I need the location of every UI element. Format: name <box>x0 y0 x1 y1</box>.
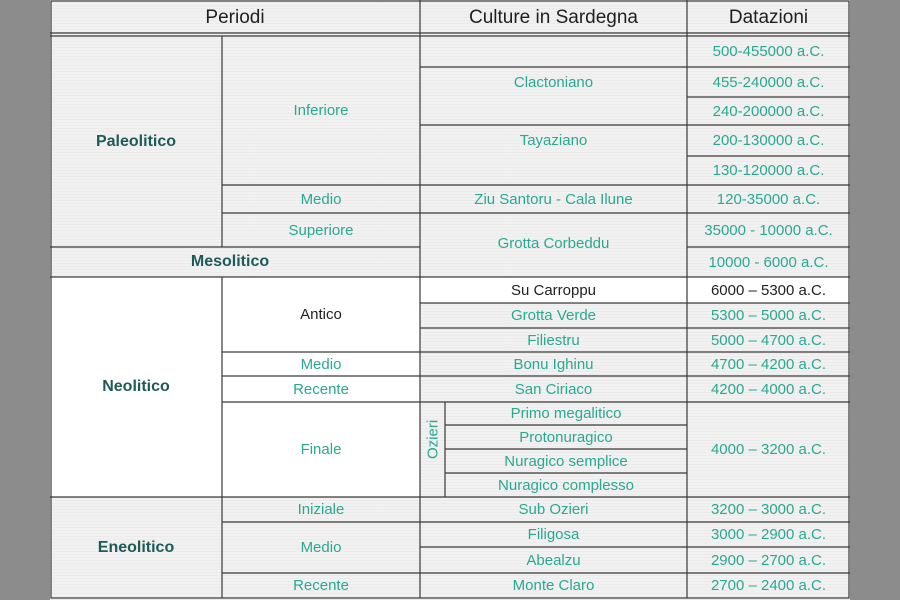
date-13: 4200 – 4000 a.C. <box>710 380 827 398</box>
culture-clactoniano: Clactoniano <box>513 73 594 91</box>
date-11: 5000 – 4700 a.C. <box>710 331 827 349</box>
culture-grotta-verde: Grotta Verde <box>510 307 597 324</box>
culture-su-carroppu: Su Carroppu <box>510 281 597 299</box>
culture-ziu-santoru: Ziu Santoru - Cala Ilune <box>474 190 633 208</box>
date-10: 5300 – 5000 a.C. <box>710 307 827 324</box>
date-9: 6000 – 5300 a.C. <box>710 281 827 299</box>
period-mesolitico: Mesolitico <box>190 253 270 270</box>
culture-tayaziano: Tayaziano <box>519 132 588 149</box>
subperiod-recente-neolitico: Recente <box>293 380 349 398</box>
culture-abealzu: Abealzu <box>526 551 581 569</box>
subperiod-superiore: Superiore <box>288 221 354 239</box>
subperiod-antico: Antico <box>300 306 342 323</box>
subperiod-medio-paleolitico: Medio <box>300 190 342 208</box>
header-datazioni: Datazioni <box>728 6 809 28</box>
header-culture: Culture in Sardegna <box>469 6 638 28</box>
date-8: 10000 - 6000 a.C. <box>708 253 829 271</box>
culture-monte-claro: Monte Claro <box>512 577 595 594</box>
date-3: 240-200000 a.C. <box>712 102 825 120</box>
date-5: 130-120000 a.C. <box>712 162 825 179</box>
date-15: 3200 – 3000 a.C. <box>710 501 827 518</box>
culture-nuragico-complesso: Nuragico complesso <box>498 476 634 494</box>
date-12: 4700 – 4200 a.C. <box>710 355 827 373</box>
date-14: 4000 – 3200 a.C. <box>710 441 827 458</box>
date-16: 3000 – 2900 a.C. <box>710 526 827 543</box>
culture-primo-megalitico: Primo megalitico <box>510 405 622 422</box>
header-periodi: Periodi <box>205 6 265 28</box>
subperiod-finale: Finale <box>300 441 342 458</box>
period-neolitico: Neolitico <box>102 378 170 395</box>
culture-sub-ozieri: Sub Ozieri <box>518 501 589 518</box>
subperiod-medio-eneolitico: Medio <box>300 539 342 556</box>
culture-bonu-ighinu: Bonu Ighinu <box>513 355 594 373</box>
period-eneolitico: Eneolitico <box>97 538 175 556</box>
date-17: 2900 – 2700 a.C. <box>710 551 827 569</box>
date-1: 500-455000 a.C. <box>712 43 825 60</box>
date-4: 200-130000 a.C. <box>712 132 825 149</box>
culture-filiestru: Filiestru <box>527 331 580 349</box>
culture-ozieri: Ozieri <box>424 419 442 459</box>
subperiod-medio-neolitico: Medio <box>300 355 342 373</box>
date-18: 2700 – 2400 a.C. <box>710 577 827 594</box>
culture-protonuragico: Protonuragico <box>519 428 613 446</box>
date-2: 455-240000 a.C. <box>712 73 825 91</box>
date-7: 35000 - 10000 a.C. <box>704 221 833 239</box>
subperiod-recente-eneolitico: Recente <box>293 577 349 594</box>
chronology-table <box>50 0 850 600</box>
subperiod-inferiore: Inferiore <box>293 102 349 119</box>
date-6: 120-35000 a.C. <box>716 190 821 208</box>
culture-nuragico-semplice: Nuragico semplice <box>504 452 628 470</box>
culture-san-ciriaco: San Ciriaco <box>514 380 593 398</box>
period-paleolitico: Paleolitico <box>95 132 177 150</box>
culture-grotta-corbeddu: Grotta Corbeddu <box>497 234 610 252</box>
culture-filigosa: Filigosa <box>527 526 580 543</box>
subperiod-iniziale: Iniziale <box>297 501 345 518</box>
